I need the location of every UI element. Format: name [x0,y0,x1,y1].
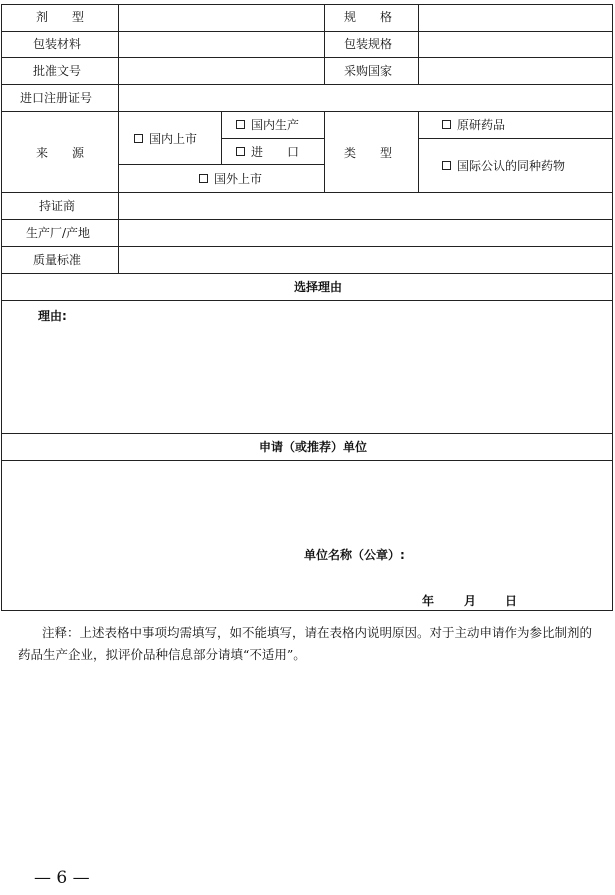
date-month: 月 [464,594,477,608]
type-option-recognized[interactable] [442,159,565,173]
type-option-original[interactable] [442,118,505,132]
unit-name-label: 单位名称（公章）: [304,548,405,562]
option-label: 原研药品 [457,118,506,132]
footnote-text: 注释：上述表格中事项均需填写，如不能填写，请在表格内说明原因。对于主动申请作为参比制剂的药品生产企业，拟评价品种信息部分请填“不适用”。 [18,625,593,662]
source-option-imported[interactable] [236,145,299,159]
row-line [1,31,613,32]
label-purchase-country: 采购国家 [344,64,393,78]
row-line [118,164,324,165]
checkbox[interactable] [442,161,451,170]
label-quality-standard: 质量标准 [33,253,82,267]
page-number: — 6 — [34,868,90,888]
row-line [1,192,613,193]
source-option-domestic-listed[interactable] [134,132,197,146]
checkbox[interactable] [442,120,451,129]
label-source: 来 源 [36,146,85,160]
reason-label: 理由: [38,309,67,323]
checkbox[interactable] [134,134,143,143]
col-line [418,4,419,84]
col-line [118,4,119,273]
option-label: 国外上市 [214,172,263,186]
row-line [418,138,613,139]
option-label: 国际公认的同种药物 [457,159,566,173]
row-line [1,111,613,112]
label-spec: 规 格 [344,10,393,24]
table-border-left [1,4,2,611]
row-line [1,300,613,301]
label-packaging-spec: 包装规格 [344,37,393,51]
label-manufacturer: 生产厂/产地 [26,226,91,240]
label-approval-number: 批准文号 [33,64,82,78]
col-line [221,111,222,164]
table-border-right [612,4,613,611]
date-year: 年 [422,594,435,608]
footnote [18,622,600,666]
label-holder: 持证商 [39,199,76,213]
option-label: 国内上市 [149,132,198,146]
label-type: 类 型 [344,146,393,160]
row-line [1,273,613,274]
col-line [418,111,419,192]
row-line [1,219,613,220]
date-day: 日 [505,594,518,608]
row-line [1,246,613,247]
col-line [324,4,325,84]
reason-header: 选择理由 [294,280,343,294]
col-line [324,111,325,192]
applicant-header: 申请（或推荐）单位 [259,440,368,454]
checkbox[interactable] [236,120,245,129]
row-line [1,433,613,434]
label-dosage-form: 剂 型 [36,10,85,24]
table-border-bottom [1,610,613,611]
source-option-foreign-listed[interactable] [199,172,262,186]
label-packaging-material: 包装材料 [33,37,82,51]
source-option-domestic-produced[interactable] [236,118,299,132]
label-import-reg-number: 进口注册证号 [20,91,93,105]
row-line [221,138,324,139]
checkbox[interactable] [236,147,245,156]
row-line [1,84,613,85]
row-line [1,460,613,461]
option-label: 进 口 [251,145,300,159]
row-line [1,57,613,58]
option-label: 国内生产 [251,118,300,132]
table-border-top [1,4,613,5]
checkbox[interactable] [199,174,208,183]
